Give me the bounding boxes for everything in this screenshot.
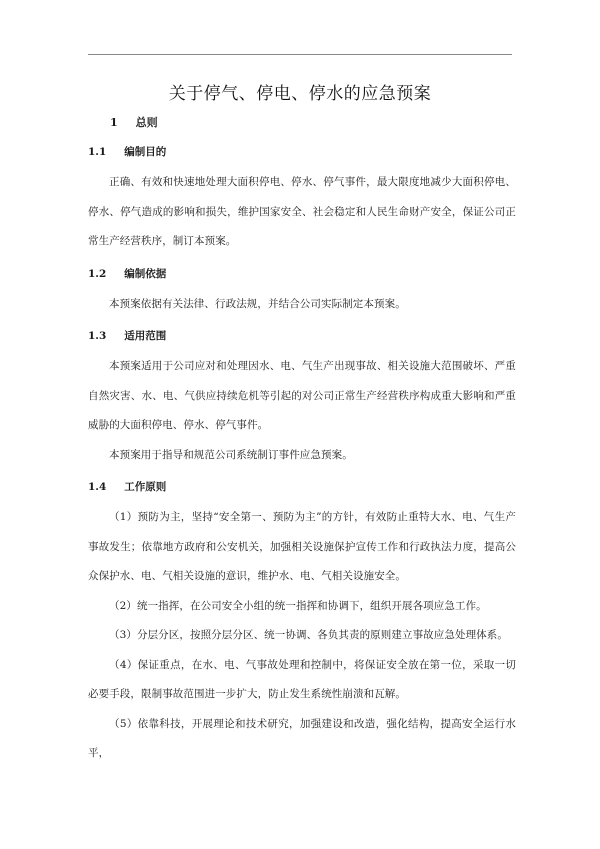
paragraph-scope-1: 本预案适用于公司应对和处理因水、电、气生产出现事故、相关设施大范围破坏、严重自然灾害、水、电、气供应持续危机等引起的对公司正常生产经营秩序构成重大影响和严重威胁的大面积停电、停水、停气事件。 xyxy=(88,360,516,431)
section-label: 总则 xyxy=(135,116,158,129)
document-title: 关于停气、停电、停水的应急预案 xyxy=(168,84,432,104)
section-number: 1 xyxy=(110,116,118,129)
subsection-heading-purpose xyxy=(88,143,516,161)
document-body xyxy=(88,110,516,769)
section-heading-general xyxy=(110,114,516,132)
principle-item: （1）预防为主，坚持“安全第一、预防为主”的方针，有效防止重特大水、电、气生产事故发生；依靠地方政府和公安机关，加强相关设施保护宣传工作和行政执法力度，提高公众保护水、电、气相关设施的意识，维护水、电、气相关设施安全。 xyxy=(88,511,516,582)
principle-item: （4）保证重点，在水、电、气事故处理和控制中，将保证安全放在第一位，采取一切必要手段，限制事故范围进一步扩大，防止发生系统性崩溃和瓦解。 xyxy=(88,658,516,700)
paragraph-basis: 本预案依据有关法律、行政法规，并结合公司实际制定本预案。 xyxy=(109,297,406,310)
subsection-heading-basis xyxy=(88,265,516,283)
subsection-label: 适用范围 xyxy=(124,330,167,342)
subsection-label: 编制依据 xyxy=(124,267,167,280)
paragraph-purpose: 正确、有效和快速地处理大面积停电、停水、停气事件，最大限度地减少大面积停电、停水、停气造成的影响和损失，维护国家安全、社会稳定和人民生命财产安全，保证公司正常生产经营秩序，制订本预案。 xyxy=(88,176,516,247)
subsection-heading-principles xyxy=(88,478,516,496)
principle-item: （5）依靠科技，开展理论和技术研究，加强建设和改造，强化结构，提高安全运行水平， xyxy=(88,717,516,759)
subsection-heading-scope xyxy=(88,327,516,345)
header-rule xyxy=(88,54,512,55)
subsection-number: 1.4 xyxy=(88,481,107,493)
principle-item: （3）分层分区，按照分层分区、统一协调、各负其责的原则建立事故应急处理体系。 xyxy=(109,629,508,641)
subsection-number: 1.2 xyxy=(88,267,107,280)
subsection-number: 1.3 xyxy=(88,330,107,342)
subsection-label: 编制目的 xyxy=(124,146,167,158)
subsection-label: 工作原则 xyxy=(124,481,167,493)
paragraph-scope-2: 本预案用于指导和规范公司系统制订事件应急预案。 xyxy=(109,448,353,461)
subsection-number: 1.1 xyxy=(88,146,107,158)
principle-item: （2）统一指挥，在公司安全小组的统一指挥和协调下，组织开展各项应急工作。 xyxy=(109,599,487,612)
